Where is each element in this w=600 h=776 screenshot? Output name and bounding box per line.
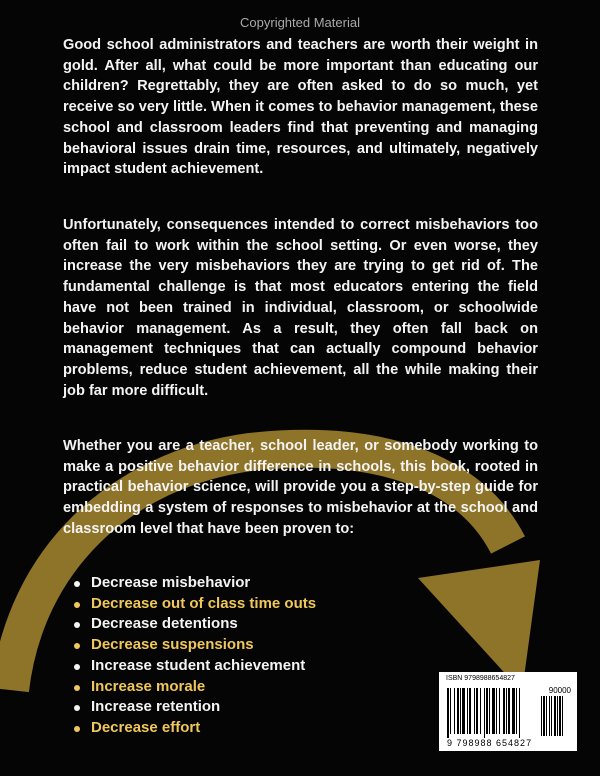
isbn-label: ISBN 9798988654827	[446, 675, 515, 682]
list-item: Decrease effort	[72, 718, 316, 739]
copyright-watermark: Copyrighted Material	[240, 15, 360, 30]
list-item: Decrease misbehavior	[72, 573, 316, 594]
list-item: Decrease suspensions	[72, 635, 316, 656]
outcomes-list	[72, 573, 316, 739]
barcode-panel	[439, 672, 577, 751]
price-code: 90000	[548, 686, 571, 695]
solution-paragraph: Whether you are a teacher, school leader, or somebody working to make a positive behavior difference in schools, this book, rooted in practical behavior science, will provide you a step-by-step guide for embedding a system of responses to misbehavior at the school and classroom level that have been proven to:	[63, 438, 538, 537]
intro-paragraph: Good school administrators and teachers are worth their weight in gold. After all, what could be more important than educating our children? Regrettably, they are often asked to do so much, yet receive so very little. When it comes to behavior management, these school and classroom leaders find that preventing and managing behavioral issues drain time, resources, and ultimately, negatively impact student achievement.	[63, 37, 538, 178]
list-item: Increase retention	[72, 697, 316, 718]
list-item: Increase student achievement	[72, 656, 316, 677]
barcode-digits: 9 798988 654827	[447, 738, 533, 748]
list-item: Increase morale	[72, 677, 316, 698]
list-item: Decrease out of class time outs	[72, 594, 316, 615]
challenge-paragraph: Unfortunately, consequences intended to correct misbehaviors too often fail to work within the school setting. Or even worse, they increase the very misbehaviors they are trying to get rid of. The fundamental challenge is that most educators entering the field have not been trained in individual, classroom, or schoolwide behavior management. As a result, they often fall back on management techniques that can actually compound behavior problems, reduce student achievement, all the while making their job far more difficult.	[63, 217, 538, 399]
barcode-image	[445, 684, 571, 738]
list-item: Decrease detentions	[72, 614, 316, 635]
